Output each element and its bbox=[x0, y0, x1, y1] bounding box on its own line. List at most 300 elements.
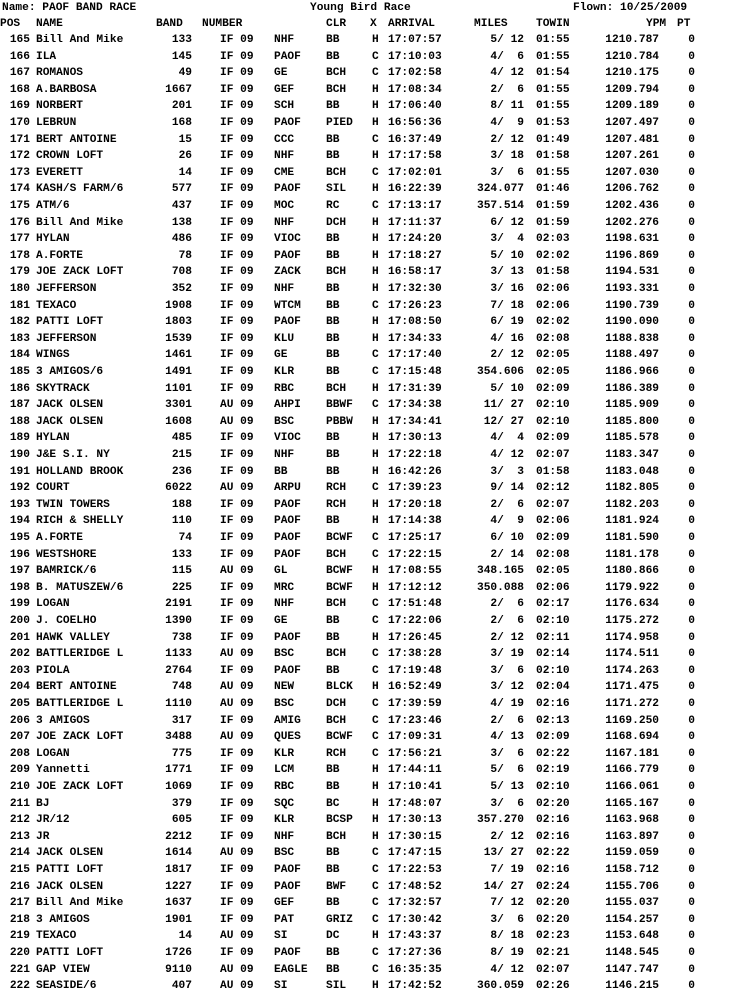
row-pt: 0 bbox=[688, 366, 695, 378]
row-miles: 8/ 18 bbox=[490, 930, 524, 943]
row-name: JACK OLSEN bbox=[36, 399, 104, 412]
row-club: QUES bbox=[274, 731, 301, 744]
row-pt: 0 bbox=[688, 930, 695, 943]
row-pt: 0 bbox=[688, 598, 695, 611]
row-ypm: 1180.866 bbox=[605, 565, 659, 578]
row-arrival: 17:22:18 bbox=[388, 449, 442, 461]
row-towin: 02:07 bbox=[536, 963, 570, 976]
row-name: EVERETT bbox=[36, 166, 83, 179]
row-towin: 02:06 bbox=[536, 283, 570, 295]
row-arrival: 17:17:58 bbox=[388, 150, 442, 163]
row-name: BATTLERIDGE L bbox=[36, 698, 124, 710]
row-ypm: 1174.958 bbox=[605, 631, 659, 644]
row-pos: 176 bbox=[9, 216, 30, 229]
row-miles: 3/ 13 bbox=[490, 266, 524, 279]
row-arrival: 17:22:06 bbox=[388, 615, 442, 627]
row-club: KLU bbox=[274, 332, 295, 345]
race-name: Name: PAOF BAND RACE bbox=[2, 2, 137, 14]
row-pos: 220 bbox=[9, 947, 30, 959]
row-miles: 2/ 6 bbox=[490, 615, 524, 627]
row-name: J. COELHO bbox=[36, 615, 97, 627]
row-arrival: 16:42:26 bbox=[388, 465, 442, 478]
row-club: BSC bbox=[274, 648, 295, 661]
row-clr: BCWF bbox=[326, 731, 353, 744]
table-row bbox=[0, 298, 755, 314]
row-arrival: 17:19:48 bbox=[388, 664, 442, 677]
row-name: LEBRUN bbox=[36, 117, 77, 129]
row-clr: BB bbox=[326, 615, 340, 627]
row-pos: 200 bbox=[9, 615, 30, 627]
row-clr: BB bbox=[326, 283, 340, 295]
row-clr: BB bbox=[326, 449, 340, 461]
row-ifau: IF 09 bbox=[220, 664, 254, 677]
row-name: JEFFERSON bbox=[36, 332, 97, 345]
row-name: PATTI LOFT bbox=[36, 864, 104, 876]
row-arrival: 17:48:07 bbox=[388, 797, 442, 810]
row-pt: 0 bbox=[688, 382, 695, 395]
row-arrival: 17:17:40 bbox=[388, 349, 442, 362]
row-name: HAWK VALLEY bbox=[36, 631, 110, 644]
row-towin: 02:02 bbox=[536, 316, 570, 329]
row-name: TWIN TOWERS bbox=[36, 498, 110, 511]
row-ypm: 1166.779 bbox=[605, 764, 659, 777]
row-name: Bill And Mike bbox=[36, 216, 124, 229]
row-miles: 324.077 bbox=[477, 183, 524, 196]
table-row bbox=[0, 663, 755, 679]
row-clr: BCWF bbox=[326, 565, 353, 578]
row-ifau: IF 09 bbox=[220, 366, 254, 378]
row-club: ARPU bbox=[274, 482, 301, 495]
report-title-line bbox=[0, 0, 755, 16]
row-club: VIOC bbox=[274, 432, 301, 445]
row-x: C bbox=[372, 366, 379, 378]
row-x: H bbox=[372, 631, 379, 644]
row-club: NHF bbox=[274, 830, 295, 843]
row-arrival: 17:26:45 bbox=[388, 631, 442, 644]
row-towin: 02:05 bbox=[536, 366, 570, 378]
row-band: 1817 bbox=[165, 864, 192, 876]
row-clr: BB bbox=[326, 50, 340, 63]
row-clr: BB bbox=[326, 781, 340, 793]
row-club: NHF bbox=[274, 34, 295, 46]
row-clr: BB bbox=[326, 316, 340, 329]
row-ypm: 1207.497 bbox=[605, 117, 659, 129]
row-arrival: 17:08:50 bbox=[388, 316, 442, 329]
row-towin: 01:59 bbox=[536, 216, 570, 229]
row-x: H bbox=[372, 332, 379, 345]
row-pos: 205 bbox=[9, 698, 30, 710]
row-club: PAOF bbox=[274, 117, 301, 129]
row-name: PATTI LOFT bbox=[36, 947, 104, 959]
row-ypm: 1163.897 bbox=[605, 830, 659, 843]
col-name: NAME bbox=[36, 18, 63, 30]
row-arrival: 17:34:41 bbox=[388, 415, 442, 428]
row-arrival: 17:32:30 bbox=[388, 283, 442, 295]
col-band: BAND bbox=[156, 18, 183, 30]
row-name: Bill And Mike bbox=[36, 897, 124, 910]
row-miles: 3/ 4 bbox=[490, 233, 524, 246]
row-arrival: 17:47:15 bbox=[388, 847, 442, 860]
row-name: A.FORTE bbox=[36, 532, 83, 544]
row-ifau: IF 09 bbox=[220, 498, 254, 511]
race-type: Young Bird Race bbox=[310, 2, 411, 14]
row-band: 14 bbox=[178, 166, 192, 179]
row-towin: 02:08 bbox=[536, 548, 570, 561]
row-pos: 208 bbox=[9, 747, 30, 760]
row-club: SI bbox=[274, 930, 288, 943]
row-name: JOE ZACK LOFT bbox=[36, 731, 124, 744]
row-clr: BB bbox=[326, 664, 340, 677]
row-pt: 0 bbox=[688, 781, 695, 793]
row-club: PAOF bbox=[274, 50, 301, 63]
row-pt: 0 bbox=[688, 34, 695, 46]
row-miles: 3/ 16 bbox=[490, 283, 524, 295]
row-miles: 2/ 6 bbox=[490, 598, 524, 611]
row-clr: BB bbox=[326, 332, 340, 345]
row-clr: BCH bbox=[326, 166, 347, 179]
row-x: C bbox=[372, 664, 379, 677]
row-band: 1461 bbox=[165, 349, 192, 362]
row-x: C bbox=[372, 864, 379, 876]
row-arrival: 17:30:13 bbox=[388, 432, 442, 445]
row-arrival: 17:34:38 bbox=[388, 399, 442, 412]
row-miles: 13/ 27 bbox=[483, 847, 524, 860]
row-ifau: IF 09 bbox=[220, 532, 254, 544]
row-x: H bbox=[372, 449, 379, 461]
row-band: 145 bbox=[171, 50, 192, 63]
row-clr: BCSP bbox=[326, 814, 353, 827]
row-name: TEXACO bbox=[36, 930, 77, 943]
row-ifau: IF 09 bbox=[220, 34, 254, 46]
row-ypm: 1147.747 bbox=[605, 963, 659, 976]
row-ypm: 1159.059 bbox=[605, 847, 659, 860]
row-x: H bbox=[372, 266, 379, 279]
row-miles: 6/ 12 bbox=[490, 216, 524, 229]
row-pt: 0 bbox=[688, 183, 695, 196]
row-pos: 217 bbox=[9, 897, 30, 910]
row-ypm: 1196.869 bbox=[605, 249, 659, 262]
table-row bbox=[0, 98, 755, 114]
row-band: 1614 bbox=[165, 847, 192, 860]
row-x: H bbox=[372, 515, 379, 528]
row-towin: 02:16 bbox=[536, 830, 570, 843]
row-ypm: 1183.347 bbox=[605, 449, 659, 461]
col-arrival: ARRIVAL bbox=[388, 18, 435, 30]
row-club: SCH bbox=[274, 100, 295, 113]
col-clr: CLR bbox=[326, 18, 347, 30]
row-miles: 4/ 6 bbox=[490, 50, 524, 63]
table-row bbox=[0, 281, 755, 297]
row-clr: BB bbox=[326, 150, 340, 163]
row-pt: 0 bbox=[688, 681, 695, 694]
flown-date: Flown: 10/25/2009 bbox=[573, 2, 688, 14]
row-ifau: IF 09 bbox=[220, 50, 254, 63]
row-pos: 222 bbox=[9, 980, 30, 993]
row-towin: 02:10 bbox=[536, 415, 570, 428]
row-towin: 01:55 bbox=[536, 34, 570, 46]
row-band: 14 bbox=[178, 930, 192, 943]
row-arrival: 17:20:18 bbox=[388, 498, 442, 511]
row-band: 1771 bbox=[165, 764, 192, 777]
row-x: H bbox=[372, 465, 379, 478]
row-club: SQC bbox=[274, 797, 295, 810]
row-club: BSC bbox=[274, 847, 295, 860]
row-towin: 01:46 bbox=[536, 183, 570, 196]
row-band: 201 bbox=[171, 100, 192, 113]
row-band: 577 bbox=[171, 183, 192, 196]
row-band: 2191 bbox=[165, 598, 192, 611]
row-arrival: 17:13:17 bbox=[388, 200, 442, 212]
row-clr: BB bbox=[326, 847, 340, 860]
table-row bbox=[0, 945, 755, 961]
row-ifau: IF 09 bbox=[220, 449, 254, 461]
row-name: BJ bbox=[36, 797, 50, 810]
row-ypm: 1179.922 bbox=[605, 581, 659, 594]
row-club: GE bbox=[274, 615, 288, 627]
row-miles: 2/ 6 bbox=[490, 498, 524, 511]
row-name: JACK OLSEN bbox=[36, 415, 104, 428]
row-x: C bbox=[372, 947, 379, 959]
col-ypm: YPM bbox=[646, 18, 667, 30]
row-band: 708 bbox=[171, 266, 192, 279]
row-name: A.BARBOSA bbox=[36, 83, 97, 96]
row-band: 2212 bbox=[165, 830, 192, 843]
table-row bbox=[0, 530, 755, 546]
row-clr: BB bbox=[326, 963, 340, 976]
row-pos: 216 bbox=[9, 880, 30, 893]
row-towin: 02:08 bbox=[536, 332, 570, 345]
row-name: JEFFERSON bbox=[36, 283, 97, 295]
row-pt: 0 bbox=[688, 880, 695, 893]
row-name: JR bbox=[36, 830, 50, 843]
row-band: 133 bbox=[171, 34, 192, 46]
row-band: 236 bbox=[171, 465, 192, 478]
row-ypm: 1209.189 bbox=[605, 100, 659, 113]
row-clr: BB bbox=[326, 947, 340, 959]
row-pt: 0 bbox=[688, 548, 695, 561]
row-x: H bbox=[372, 150, 379, 163]
row-club: GE bbox=[274, 67, 288, 80]
row-clr: DCH bbox=[326, 216, 347, 229]
row-arrival: 17:12:12 bbox=[388, 581, 442, 594]
row-name: J&E S.I. NY bbox=[36, 449, 110, 461]
row-ifau: IF 09 bbox=[220, 100, 254, 113]
row-band: 3301 bbox=[165, 399, 192, 412]
row-pos: 210 bbox=[9, 781, 30, 793]
row-x: H bbox=[372, 830, 379, 843]
row-band: 1667 bbox=[165, 83, 192, 96]
row-clr: BB bbox=[326, 34, 340, 46]
row-miles: 2/ 12 bbox=[490, 631, 524, 644]
row-club: AMIG bbox=[274, 714, 301, 727]
row-arrival: 17:34:33 bbox=[388, 332, 442, 345]
row-ypm: 1193.331 bbox=[605, 283, 659, 295]
table-row bbox=[0, 696, 755, 712]
row-ypm: 1190.739 bbox=[605, 299, 659, 312]
row-ypm: 1175.272 bbox=[605, 615, 659, 627]
row-pt: 0 bbox=[688, 764, 695, 777]
row-arrival: 17:23:46 bbox=[388, 714, 442, 727]
row-x: C bbox=[372, 648, 379, 661]
row-club: GEF bbox=[274, 897, 295, 910]
table-row bbox=[0, 829, 755, 845]
row-pt: 0 bbox=[688, 117, 695, 129]
row-name: WINGS bbox=[36, 349, 70, 362]
row-band: 1069 bbox=[165, 781, 192, 793]
row-miles: 14/ 27 bbox=[483, 880, 524, 893]
row-pos: 179 bbox=[9, 266, 30, 279]
row-miles: 3/ 19 bbox=[490, 648, 524, 661]
row-pos: 186 bbox=[9, 382, 30, 395]
row-clr: SIL bbox=[326, 980, 347, 993]
table-row bbox=[0, 447, 755, 463]
row-ypm: 1153.648 bbox=[605, 930, 659, 943]
row-pt: 0 bbox=[688, 498, 695, 511]
row-towin: 01:55 bbox=[536, 100, 570, 113]
row-towin: 02:14 bbox=[536, 648, 570, 661]
table-row bbox=[0, 181, 755, 197]
row-band: 110 bbox=[171, 515, 192, 528]
row-x: H bbox=[372, 316, 379, 329]
row-club: SI bbox=[274, 980, 288, 993]
row-ifau: AU 09 bbox=[220, 930, 254, 943]
row-ypm: 1182.203 bbox=[605, 498, 659, 511]
row-ypm: 1167.181 bbox=[605, 747, 659, 760]
row-band: 115 bbox=[171, 565, 192, 578]
row-pos: 193 bbox=[9, 498, 30, 511]
table-row bbox=[0, 679, 755, 695]
row-ifau: IF 09 bbox=[220, 382, 254, 395]
row-ifau: IF 09 bbox=[220, 83, 254, 96]
row-arrival: 16:37:49 bbox=[388, 133, 442, 146]
row-band: 379 bbox=[171, 797, 192, 810]
row-x: H bbox=[372, 283, 379, 295]
row-band: 133 bbox=[171, 548, 192, 561]
table-row bbox=[0, 464, 755, 480]
row-band: 775 bbox=[171, 747, 192, 760]
row-towin: 02:06 bbox=[536, 581, 570, 594]
row-miles: 9/ 14 bbox=[490, 482, 524, 495]
row-pos: 213 bbox=[9, 830, 30, 843]
row-arrival: 17:09:31 bbox=[388, 731, 442, 744]
row-name: HOLLAND BROOK bbox=[36, 465, 124, 478]
row-band: 605 bbox=[171, 814, 192, 827]
row-ifau: AU 09 bbox=[220, 731, 254, 744]
row-name: 3 AMIGOS bbox=[36, 913, 90, 926]
row-band: 748 bbox=[171, 681, 192, 694]
row-towin: 02:11 bbox=[536, 631, 570, 644]
row-miles: 5/ 10 bbox=[490, 249, 524, 262]
row-club: VIOC bbox=[274, 233, 301, 246]
row-band: 437 bbox=[171, 200, 192, 212]
row-pos: 183 bbox=[9, 332, 30, 345]
table-row bbox=[0, 430, 755, 446]
row-club: BSC bbox=[274, 698, 295, 710]
row-ypm: 1174.263 bbox=[605, 664, 659, 677]
row-pos: 204 bbox=[9, 681, 30, 694]
column-header-row bbox=[0, 16, 755, 32]
row-club: KLR bbox=[274, 747, 295, 760]
row-towin: 02:21 bbox=[536, 947, 570, 959]
row-x: C bbox=[372, 897, 379, 910]
row-pt: 0 bbox=[688, 83, 695, 96]
row-ypm: 1169.250 bbox=[605, 714, 659, 727]
row-clr: BB bbox=[326, 249, 340, 262]
table-row bbox=[0, 862, 755, 878]
row-pt: 0 bbox=[688, 714, 695, 727]
row-ifau: IF 09 bbox=[220, 67, 254, 80]
row-ypm: 1207.030 bbox=[605, 166, 659, 179]
row-name: JOE ZACK LOFT bbox=[36, 266, 124, 279]
row-club: NHF bbox=[274, 449, 295, 461]
row-pos: 185 bbox=[9, 366, 30, 378]
row-arrival: 16:52:49 bbox=[388, 681, 442, 694]
row-towin: 02:10 bbox=[536, 399, 570, 412]
row-arrival: 17:30:42 bbox=[388, 913, 442, 926]
row-x: C bbox=[372, 847, 379, 860]
row-clr: BB bbox=[326, 897, 340, 910]
row-miles: 2/ 6 bbox=[490, 714, 524, 727]
row-clr: BCH bbox=[326, 548, 347, 561]
row-ifau: IF 09 bbox=[220, 913, 254, 926]
row-ifau: AU 09 bbox=[220, 847, 254, 860]
row-towin: 02:19 bbox=[536, 764, 570, 777]
row-x: C bbox=[372, 166, 379, 179]
row-name: Yannetti bbox=[36, 764, 90, 777]
row-miles: 8/ 19 bbox=[490, 947, 524, 959]
row-arrival: 17:22:53 bbox=[388, 864, 442, 876]
row-arrival: 17:39:23 bbox=[388, 482, 442, 495]
row-ypm: 1207.481 bbox=[605, 133, 659, 146]
row-pos: 189 bbox=[9, 432, 30, 445]
row-band: 486 bbox=[171, 233, 192, 246]
row-pos: 214 bbox=[9, 847, 30, 860]
row-pos: 178 bbox=[9, 249, 30, 262]
row-club: PAOF bbox=[274, 864, 301, 876]
row-clr: SIL bbox=[326, 183, 347, 196]
row-ypm: 1185.909 bbox=[605, 399, 659, 412]
row-pt: 0 bbox=[688, 332, 695, 345]
row-pt: 0 bbox=[688, 897, 695, 910]
row-club: NHF bbox=[274, 598, 295, 611]
row-towin: 02:07 bbox=[536, 498, 570, 511]
row-towin: 02:13 bbox=[536, 714, 570, 727]
row-towin: 02:20 bbox=[536, 897, 570, 910]
row-x: H bbox=[372, 432, 379, 445]
row-pt: 0 bbox=[688, 266, 695, 279]
row-band: 1491 bbox=[165, 366, 192, 378]
row-name: SKYTRACK bbox=[36, 382, 90, 395]
row-pos: 174 bbox=[9, 183, 30, 196]
row-band: 352 bbox=[171, 283, 192, 295]
row-ypm: 1155.037 bbox=[605, 897, 659, 910]
row-ypm: 1207.261 bbox=[605, 150, 659, 163]
row-clr: BCH bbox=[326, 382, 347, 395]
row-clr: BB bbox=[326, 233, 340, 246]
row-club: PAOF bbox=[274, 664, 301, 677]
row-pt: 0 bbox=[688, 980, 695, 993]
row-towin: 01:58 bbox=[536, 150, 570, 163]
row-pos: 169 bbox=[9, 100, 30, 113]
row-x: H bbox=[372, 681, 379, 694]
row-ifau: IF 09 bbox=[220, 299, 254, 312]
row-x: H bbox=[372, 980, 379, 993]
row-clr: BB bbox=[326, 100, 340, 113]
row-band: 1908 bbox=[165, 299, 192, 312]
row-miles: 4/ 19 bbox=[490, 698, 524, 710]
row-pt: 0 bbox=[688, 449, 695, 461]
row-ypm: 1210.175 bbox=[605, 67, 659, 80]
